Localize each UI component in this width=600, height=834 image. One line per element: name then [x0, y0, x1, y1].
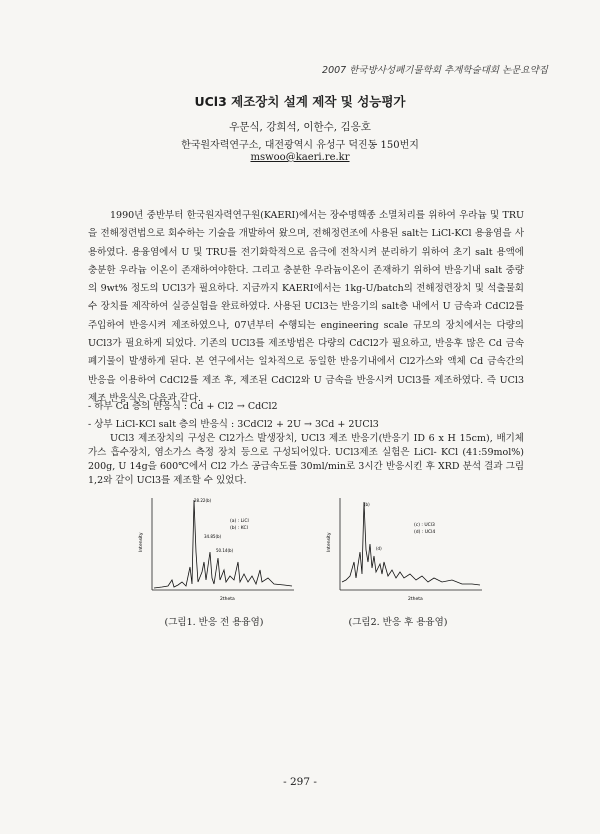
svg-text:2theta: 2theta	[408, 597, 423, 602]
email-link[interactable]: mswoo@kaeri.re.kr	[250, 152, 350, 163]
svg-text:2theta: 2theta	[220, 597, 235, 602]
authors: 우문식, 강희석, 이한수, 김응호	[229, 121, 371, 133]
svg-text:Intensity: Intensity	[327, 532, 332, 552]
figure-2-caption: (그림2. 반응 후 용융염)	[348, 617, 448, 628]
body-paragraph-2: UCl3 제조장치의 구성은 Cl2가스 발생장치, UCl3 제조 반응기(반응기 ID 6 x H 15cm), 배기체 가스 흡수장치, 염소가스 측정 장치 등으로 구성되어있다. UCl3제조 실험은 LiCl- KCl (41:59mol%) 200g, U 14g을 600℃에서 Cl2 가스 공급속도를 30ml/min로 3시간 반응시킨 후 XRD 분석 결과 그림 1,2와 같이 UCl3를 제조할 수 있었다.	[88, 433, 524, 486]
xrd-pattern-after	[322, 492, 492, 606]
svg-text:(a) : LiCl: (a) : LiCl	[230, 519, 249, 524]
paper-title: UCl3 제조장치 설계 제작 및 성능평가	[194, 94, 406, 109]
figure-2-xrd-after	[322, 492, 492, 606]
reaction-list	[88, 398, 379, 434]
page-number: - 297 -	[283, 776, 317, 788]
svg-text:(d): (d)	[376, 546, 382, 551]
svg-text:(b): (b)	[364, 502, 370, 507]
svg-text:28.22(b): 28.22(b)	[194, 498, 212, 503]
figure-1-caption: (그림1. 반응 전 용융염)	[164, 617, 264, 628]
svg-text:(c) : UCl3: (c) : UCl3	[414, 523, 435, 528]
svg-text:Intensity: Intensity	[139, 532, 144, 552]
affiliation: 한국원자력연구소, 대전광역시 유성구 덕진동 150번지	[181, 140, 419, 151]
svg-text:50.14(b): 50.14(b)	[216, 548, 234, 553]
reaction-upper-layer: - 상부 LiCl-KCl salt 층의 반응식 : 3CdCl2 + 2U → 3Cd + 2UCl3	[88, 419, 379, 430]
svg-text:(d) : UCl4: (d) : UCl4	[414, 530, 436, 535]
xrd-pattern-before	[134, 492, 304, 606]
svg-text:34.85(b): 34.85(b)	[204, 534, 222, 539]
reaction-lower-layer: - 하부 Cd 층의 반응식 : Cd + Cl2 → CdCl2	[88, 401, 278, 412]
svg-text:(b) : KCl: (b) : KCl	[230, 526, 248, 531]
body-paragraph-1: 1990년 중반부터 한국원자력연구원(KAERI)에서는 장수명핵종 소멸처리를 위하여 우라늄 및 TRU을 전해정련법으로 회수하는 기술을 개발하여 왔으며, 전해정련조에 사용된 salt는 LiCl-KCl 용융염을 사용하였다. 용융염에서 U 및 TRU를 전기화학적으로 음극에 전착시켜 분리하기 위하여 초기 salt 용액에 충분한 우라늄 이온이 존재하여야한다. 그리고 충분한 우라늄이온이 존재하기 위하여 반응기내 salt 중량의 9wt% 정도의 UCl3가 필요하다. 지금까지 KAERI에서는 1kg-U/batch의 전해정련장치 및 석출물회수 장치를 제작하여 실증실험을 완료하였다. 사용된 UCl3는 반응기의 salt층 내에서 U 금속과 CdCl2를 주입하여 반응시켜 제조하였으나, 07년부터 수행되는 engineering scale 규모의 장치에서는 다량의 UCl3가 필요하게 되었다. 기존의 UCl3를 제조방법은 다량의 CdCl2가 필요하고, 반응후 많은 Cd 금속 폐기물이 발생하게 된다. 본 연구에서는 일차적으로 동일한 반응기내에서 Cl2가스와 액체 Cd 금속간의 반응을 이용하여 CdCl2를 제조 후, 제조된 CdCl2와 U 금속을 반응시켜 UCl3를 제조하였다. 즉 UCl3 제조 반응식은 다음과 같다.	[88, 210, 524, 404]
figure-1-xrd-before	[134, 492, 304, 606]
running-head: 2007 한국방사성폐기물학회 추계학술대회 논문요약집	[322, 65, 548, 76]
